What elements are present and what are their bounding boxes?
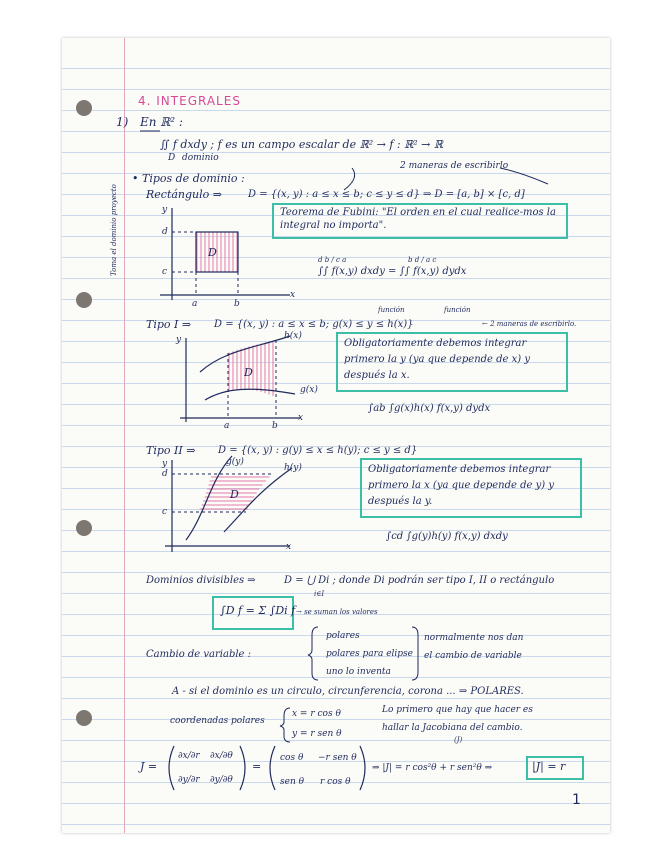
jacobian-n22: r cos θ xyxy=(320,777,351,787)
tipo1-region: D xyxy=(244,366,253,379)
jacobian-n21: sen θ xyxy=(280,777,305,787)
cambio-note-2: el cambio de variable xyxy=(424,651,522,661)
fubini-text: Teorema de Fubini: "El orden en el cual realice-mos la integral no importa". xyxy=(280,207,556,231)
cambio-option: polares para elipse xyxy=(326,649,413,659)
polares-y-eq: y = r sen θ xyxy=(292,729,342,739)
jacobian-result: ⇒ |J| = r cos²θ + r sen²θ ⇒ xyxy=(372,763,493,773)
jacobian-n11: cos θ xyxy=(280,753,304,763)
divisibles-sub: i∈I xyxy=(314,590,325,598)
polares-j-small: (J) xyxy=(454,736,463,744)
polares-x-eq: x = r cos θ xyxy=(292,709,341,719)
jacobian-eq: = xyxy=(252,760,262,773)
tipo1-a: a xyxy=(224,421,230,431)
cambio-note-1: normalmente nos dan xyxy=(424,633,524,643)
tipo2-y-axis: y xyxy=(162,459,168,469)
intro-text: ∬ f dxdy ; f es un campo escalar de ℝ² → f : ℝ² → ℝ xyxy=(160,138,444,151)
rect-region: D xyxy=(208,246,217,259)
polares-line1: A - si el dominio es un circulo, circunferencia, corona ... ⇒ POLARES. xyxy=(172,686,524,697)
polares-hallar: hallar la Jacobiana del cambio. xyxy=(382,723,523,733)
rect-x-axis: x xyxy=(290,290,296,300)
maneras-label: 2 maneras de escribirlo xyxy=(400,161,509,171)
rect-y-axis: y xyxy=(162,205,168,215)
divisibles-def: D = ⋃ Di ; donde Di podrán ser tipo I, II o rectángulo xyxy=(284,575,555,586)
divisibles-note: → se suman los valores xyxy=(296,608,378,616)
tipo2-g: g(y) xyxy=(226,457,244,467)
tipo2-def: D = {(x, y) : g(y) ≤ x ≤ h(y); c ≤ y ≤ d} xyxy=(218,445,418,456)
cambio-option: uno lo inventa xyxy=(326,667,391,677)
tipo2-graph xyxy=(165,456,292,552)
tipo1-h: h(x) xyxy=(284,331,302,341)
tipo2-x-axis: x xyxy=(286,542,292,552)
rect-d: d xyxy=(162,227,168,237)
tipo2-formula: ∫cd ∫g(y)h(y) f(x,y) dxdy xyxy=(386,531,508,542)
jacobian-final: |J| = r xyxy=(532,760,566,773)
rectangulo-axis-label: Toma el dominio proyecto xyxy=(110,184,118,276)
rectangulo-def: D = {(x, y) : a ≤ x ≤ b; c ≤ y ≤ d} ⇒ D = [a, b] × [c, d] xyxy=(248,189,525,200)
jacobian-m21: ∂y/∂r xyxy=(178,775,200,785)
tipo2-text: Obligatoriamente debemos integrar primero la x (ya que depende de y) y después la y. xyxy=(368,464,555,507)
tipo1-def: D = {(x, y) : a ≤ x ≤ b; g(x) ≤ y ≤ h(x)} xyxy=(214,319,414,330)
cambio-label: Cambio de variable : xyxy=(146,649,252,660)
divisibles-formula: ∫D f = Σ ∫Di f xyxy=(220,604,296,617)
tipo2-h: h(y) xyxy=(284,463,302,473)
jacobian-m11: ∂x/∂r xyxy=(178,751,200,761)
fubini-formula: ∫∫ f(x,y) dxdy = ∫∫ f(x,y) dydx xyxy=(318,266,467,277)
tipo1-func1: función xyxy=(378,306,405,314)
jacobian-m12: ∂x/∂θ xyxy=(210,751,233,761)
rect-limits-right: b d / a c xyxy=(408,256,437,264)
tipo2-region: D xyxy=(230,488,239,501)
rectangulo-label: Rectángulo ⇒ xyxy=(146,188,222,201)
page-heading: 4. INTEGRALES xyxy=(138,94,241,108)
rect-b: b xyxy=(234,299,240,309)
dominio-label: dominio xyxy=(182,153,219,163)
tipo1-b: b xyxy=(272,421,278,431)
subscript-d: D xyxy=(168,153,176,163)
rectangle-graph xyxy=(160,208,290,300)
tipo2-d: d xyxy=(162,469,168,479)
polares-lo-primero: Lo primero que hay que hacer es xyxy=(382,705,533,715)
rect-a: a xyxy=(192,299,198,309)
tipo1-g: g(x) xyxy=(300,385,318,395)
tipo1-graph xyxy=(180,336,300,422)
tipo1-text: Obligatoriamente debemos integrar primero la y (ya que depende de x) y después la x. xyxy=(344,338,531,381)
tipo1-label: Tipo I ⇒ xyxy=(146,318,192,331)
tipo1-formula: ∫ab ∫g(x)h(x) f(x,y) dydx xyxy=(368,403,491,414)
rect-c: c xyxy=(162,267,168,277)
en-r2-label: En ℝ² : xyxy=(140,115,183,129)
polares-coords-label: coordenadas polares xyxy=(170,716,265,726)
tipo1-x-axis: x xyxy=(298,413,304,423)
jacobian-m22: ∂y/∂θ xyxy=(210,775,233,785)
item-number: 1) xyxy=(116,115,129,129)
tipos-label: • Tipos de dominio : xyxy=(132,172,245,185)
tipo1-note: ← 2 maneras de escribirlo. xyxy=(482,320,577,328)
jacobian-lhs: J = xyxy=(140,760,158,773)
jacobian-n12: −r sen θ xyxy=(318,753,357,763)
rect-limits-left: d b / c a xyxy=(318,256,347,264)
tipo2-label: Tipo II ⇒ xyxy=(146,444,196,457)
tipo1-y-axis: y xyxy=(176,335,182,345)
tipo2-c: c xyxy=(162,507,168,517)
tipo1-func2: función xyxy=(444,306,471,314)
page-number: 1 xyxy=(572,792,581,808)
divisibles-label: Dominios divisibles ⇒ xyxy=(146,575,256,586)
cambio-option: polares xyxy=(326,631,360,641)
